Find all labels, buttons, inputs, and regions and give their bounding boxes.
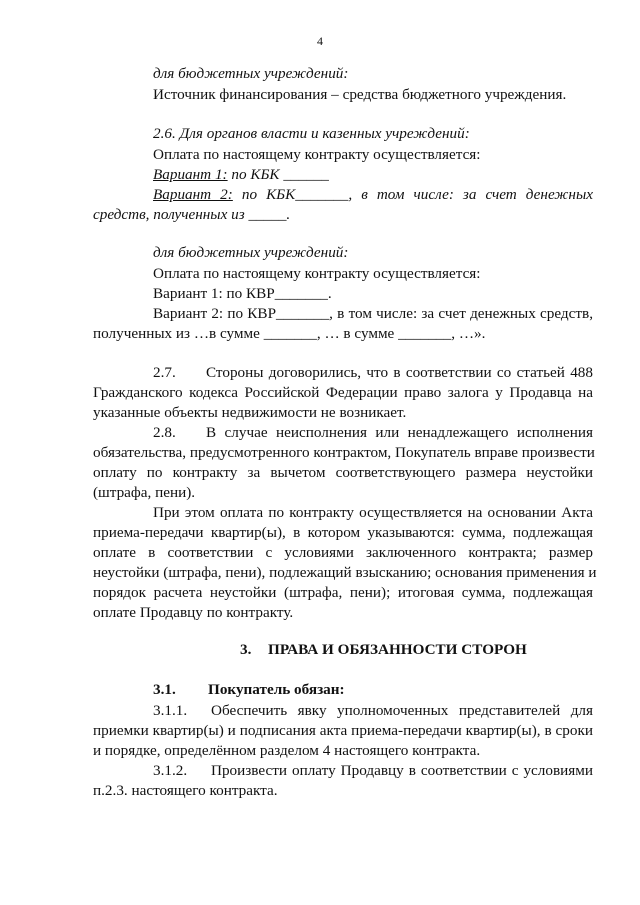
clause-number: 2.8. bbox=[153, 424, 176, 441]
text-line bbox=[153, 423, 593, 443]
variant-label: Вариант 1: bbox=[153, 166, 228, 183]
clause-number: 3.1.2. bbox=[153, 762, 188, 779]
text-line: неустойки (штрафа, пени), подлежащий взысканию; основания применения и bbox=[93, 564, 597, 581]
text-line bbox=[153, 363, 593, 383]
section-title: ПРАВА И ОБЯЗАННОСТИ СТОРОН bbox=[268, 641, 527, 658]
text-line: Оплата по настоящему контракту осуществляется: bbox=[153, 146, 481, 163]
text-line: для бюджетных учреждений: bbox=[153, 65, 349, 82]
text-line: средств, полученных из _____. bbox=[93, 206, 291, 223]
clause-text: Стороны договорились, что в соответствии со статьей 488 bbox=[206, 364, 593, 381]
text-line: (штрафа, пени). bbox=[93, 484, 196, 501]
text-line: для бюджетных учреждений: bbox=[153, 244, 349, 261]
text-line: Оплата по настоящему контракту осуществляется: bbox=[153, 265, 481, 282]
section-heading bbox=[240, 640, 600, 660]
text-line: приема-передачи квартир(ы), в котором указываются: сумма, подлежащая bbox=[93, 524, 593, 541]
text-line bbox=[153, 185, 593, 205]
text-line: оплате Продавцу по контракту. bbox=[93, 604, 294, 621]
section-number: 3. bbox=[240, 641, 252, 658]
text-line: Вариант 1: по КВР_______. bbox=[153, 285, 332, 302]
text-line: указанные объекты недвижимости не возникает. bbox=[93, 404, 407, 421]
variant-text: по КБК_______, в том числе: за счет денежных bbox=[232, 186, 593, 203]
variant-text: по КБК ______ bbox=[227, 166, 329, 183]
text-line bbox=[153, 761, 593, 781]
clause-number: 2.7. bbox=[153, 364, 176, 381]
subsection-heading bbox=[153, 680, 593, 700]
text-line: п.2.3. настоящего контракта. bbox=[93, 782, 278, 799]
clause-number: 3.1.1. bbox=[153, 702, 188, 719]
text-line: При этом оплата по контракту осуществляется на основании Акта bbox=[153, 504, 593, 521]
text-line bbox=[153, 701, 593, 721]
subsection-number: 3.1. bbox=[153, 681, 176, 698]
text-line: 2.6. Для органов власти и казенных учреждений: bbox=[153, 125, 470, 142]
text-line: оплате в соответствии с условиями заключенного контракта; размер bbox=[93, 544, 593, 561]
text-line: обязательства, предусмотренного контрактом, Покупатель вправе произвести bbox=[93, 444, 595, 461]
text-line: приемки квартир(ы) и подписания акта приема-передачи квартир(ы), в сроки bbox=[93, 722, 593, 739]
clause-text: В случае неисполнения или ненадлежащего исполнения bbox=[206, 424, 593, 441]
text-line: порядок расчета неустойки (штрафа, пени); итоговая сумма, подлежащая bbox=[93, 584, 593, 601]
text-line: Вариант 2: по КВР_______, в том числе: за счет денежных средств, bbox=[153, 305, 593, 322]
variant-label: Вариант 2: bbox=[153, 186, 233, 203]
clause-text: Обеспечить явку уполномоченных представителей для bbox=[211, 702, 593, 719]
page-number: 4 bbox=[317, 34, 323, 48]
text-line: полученных из …в сумме _______, … в сумме _______, …». bbox=[93, 325, 486, 342]
clause-text: Произвести оплату Продавцу в соответствии с условиями bbox=[211, 762, 593, 779]
text-line: Гражданского кодекса Российской Федерации право залога у Продавца на bbox=[93, 384, 593, 401]
text-line: и порядке, определённом разделом 4 настоящего контракта. bbox=[93, 742, 481, 759]
subsection-title: Покупатель обязан: bbox=[208, 681, 345, 698]
text-line bbox=[153, 165, 593, 185]
text-line: Источник финансирования – средства бюджетного учреждения. bbox=[153, 86, 567, 103]
text-line: оплату по контракту за вычетом соответствующего размера неустойки bbox=[93, 464, 593, 481]
